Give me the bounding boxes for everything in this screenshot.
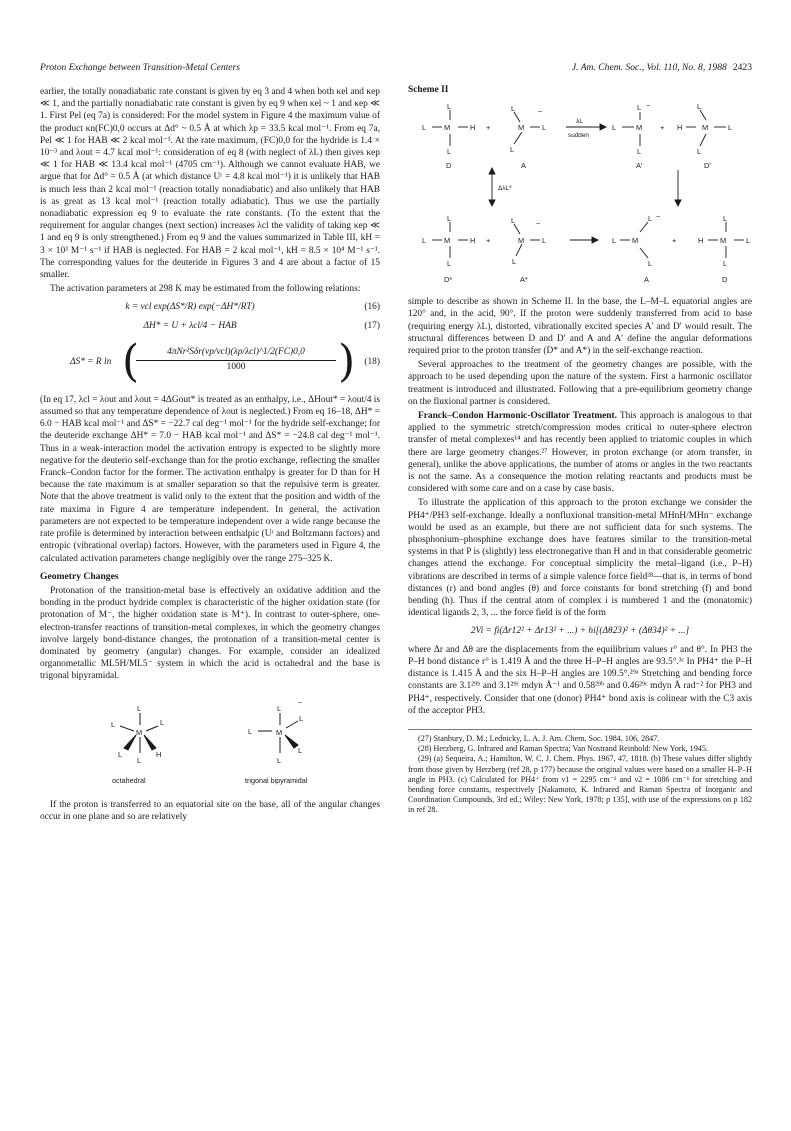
paragraph: earlier, the totally nonadiabatic rate constant is given by eq 3 and 4 when both κel and κep ≪ 1, and the partially nonadiabatic rate constant is given by eq 9 when κel ~ 1 and κep ≪ 1. First Pel (eq 7a) is considered: For the model system in Figure 4 the maximum value of the product κn(FC)0,0 occurs at Δd° ~ 0.5 Å at which λp = 33.5 kcal mol⁻¹. From eq 7a, Pel ≪ 1 for HAB ≪ 2 kcal mol⁻¹. At the rate maximum, (FC)0,0 for the hydride is 1.4 × 10⁻³ and λout = 4.7 kcal mol⁻¹: consideration of eq 8 (with neglect of λL) then gives κep ≪ 1 for HAB ≪ 13.4 kcal mol⁻¹ (4705 cm⁻¹). Although we cannot evaluate HAB, we argue that for Δd° = 0.5 Å (at which distance Uʳ = 4.8 kcal mol⁻¹) it is unlikely that HAB is much less than 2 kcal mol⁻¹ (reaction totally nonadiabatic) and also unlikely that HAB is as great as 13 kcal mol⁻¹ (reaction totally adiabatic). Thus we use the partially nonadiabatic expression eq 9 to evaluate the rate constants. (To the extent that the requirement for angular changes (next section) increases λcl the validity of taking κep ≪ 1 and eq 9 is only strengthened.) From eq 9 and the values summarized in Table III, kH = 3 × 10³ M⁻¹ s⁻¹ if HAB is neglected. For HAB = 2 kcal mol⁻¹, kH = 8.5 × 10⁴ M⁻¹ s⁻¹. The corresponding values for the deuteride in Figures 3 and 4 are about a factor of 15 smaller. bbox=[40, 87, 380, 281]
svg-text:L: L bbox=[298, 745, 303, 755]
svg-text:L: L bbox=[648, 259, 653, 269]
equation-16 bbox=[40, 301, 380, 313]
arrow-label-sudden: sudden bbox=[568, 132, 589, 140]
paragraph-text: This approach is analogous to that applied to the symmetric stretch/compression modes critical to outer-sphere electron transfer of metal complexes¹⁴ and has recently been applied to triatomic couples in which there are large geometry changes.²⁷ However, in proton exchange (or atom transfer, in general), unlike the above applications, the number of atoms or angles in the two reactants is not the same. As a consequence the motion relating reactants and products must be considered with some care and on a case by case basis. bbox=[408, 411, 753, 495]
species-label: D bbox=[722, 275, 728, 285]
paragraph: Protonation of the transition-metal base is effectively an oxidative addition and the bonding in the product hydride complex is characteristic of the higher oxidation state (for protonation of M⁻, the higher oxidation state is M⁺). In contrast to outer-sphere, one-electron-transfer reactions of transition-metal complexes, in which the geometry changes involve largely bond-distance changes, the protonation of a transition-metal center is dominated by geometry (angular) changes. For example, consider an idealized organometallic ML5H/ML5⁻ system in which the acid is octahedral and the base is trigonal bipyramidal. bbox=[40, 585, 380, 682]
svg-text:L: L bbox=[697, 147, 702, 157]
svg-text:L: L bbox=[637, 103, 642, 113]
svg-text:L: L bbox=[111, 719, 116, 729]
svg-text:H: H bbox=[156, 749, 162, 759]
paragraph: (In eq 17, λcl = λout and λout = 4ΔGout* is treated as an enthalpy, i.e., ΔHout* = λout/4 is assumed so that any temperature dependence of λout is neglected.) From eq 16–18, ΔH* = 6.0 − HAB kcal mol⁻¹ and ΔS* = −22.7 cal deg⁻¹ mol⁻¹ for the hydride self-exchange; for the deuteride exchange ΔH* = 7.0 − HAB kcal mol⁻¹ and ΔS* = −24.8 cal deg⁻¹ mol⁻¹. Thus in a weak-interaction model the activation entropy is expected to be slightly more negative for the deuterio self-exchange than for the protio exchange, reflecting the smaller Franck–Condon factor for the former. The activation enthalpy is greater for D than for H because the rate maximum is at smaller separation so that the repulsive term is greater. Note that the above treatment is valid only to the extent that the position and width of the rate maxima in Figure 4 are temperature independent. In general, the activation parameters are not expected to be temperature independent over a wide range because the rate profile is determined by interaction between enthalpic (Uʳ and Boltzmann factors) and entropic (vibrational overlap) factors. However, with the parameters used in Figure 4, the calculated activation parameters change negligibly over the range 275–325 K. bbox=[40, 394, 380, 564]
svg-text:M: M bbox=[276, 727, 283, 737]
svg-text:H: H bbox=[470, 236, 476, 246]
journal-citation bbox=[572, 62, 752, 73]
left-column bbox=[40, 86, 380, 825]
svg-text:M: M bbox=[136, 727, 143, 737]
svg-text:L: L bbox=[447, 214, 452, 224]
equation-expression: 2Vi = fi(Δr12² + Δr13² + ...) + hi[(Δθ23)² + (Δθ34)² + ...] bbox=[470, 626, 690, 637]
svg-text:L: L bbox=[299, 713, 304, 723]
svg-text:+: + bbox=[660, 123, 665, 133]
svg-text:L: L bbox=[612, 123, 617, 133]
svg-text:L: L bbox=[612, 236, 617, 246]
svg-text:L: L bbox=[723, 259, 728, 269]
svg-text:−: − bbox=[536, 219, 541, 229]
equation-number: (18) bbox=[364, 356, 380, 367]
svg-text:M: M bbox=[702, 123, 709, 133]
reference-item: (28) Herzberg, G. Infrared and Raman Spectra; Van Nostrand Reinhold: New York, 1945. bbox=[418, 744, 708, 754]
species-label: A bbox=[644, 275, 649, 285]
svg-text:L: L bbox=[637, 147, 642, 157]
svg-text:L: L bbox=[277, 703, 282, 713]
section-heading: Geometry Changes bbox=[40, 570, 119, 582]
paragraph: Several approaches to the treatment of the geometry changes are possible, with the approach to be used depending upon the nature of the system. First a harmonic oscillator treatment is introduced and illustrated. Following that a pre-equilibrium geometry change on the fluxional partner is considered. bbox=[408, 360, 752, 407]
species-label: A′ bbox=[636, 161, 643, 171]
svg-text:L: L bbox=[447, 259, 452, 269]
svg-text:L: L bbox=[512, 257, 517, 267]
page-number: 2423 bbox=[732, 62, 752, 73]
svg-text:L: L bbox=[697, 102, 702, 112]
species-label: D′ bbox=[704, 161, 711, 171]
geometry-figure bbox=[40, 693, 380, 793]
equation-18 bbox=[40, 335, 380, 387]
svg-text:L: L bbox=[160, 717, 165, 727]
svg-text:L: L bbox=[511, 216, 516, 226]
reference-item: (29) (a) Sequeira, A.; Hamilton, W. C. J. Chem. Phys. 1967, 47, 1818. (b) These values differ slightly from those given by Herzberg (ref 28, p 177) because the original values were based on a smaller H–P–H angle in PH3. (c) Calculated for PH4⁺ from ν1 = 2295 cm⁻¹ and ν2 = 1086 cm⁻¹ for stretching and bending force constants, respectively [Nakamoto, K. Infrared and Raman Spectra of Inorganic and Coordination Compounds, 3rd ed.; Wiley: New York, 1978; p 135], with use of the expressions on p 182 in ref 28. bbox=[408, 754, 752, 815]
svg-text:H: H bbox=[698, 236, 704, 246]
scheme-ii bbox=[408, 100, 752, 296]
svg-text:L: L bbox=[510, 145, 515, 155]
octahedral-tbp-drawing bbox=[40, 693, 380, 793]
equation-expression: k = νcl exp(ΔS*/R) exp(−ΔH*/RT) bbox=[125, 302, 255, 313]
paragraph: where Δr and Δθ are the displacements from the equilibrium values r° and θ°. In PH3 the P–H bond distance r° is 1.419 Å and the three H–P–H angles are 93.5°.³ᶜ In PH4⁺ the P–H distance is 1.415 Å and the six H–P–H angles are 109.5°.²⁹ᵃ Stretching and bending force constants are 3.1²⁹ᵇ and 3.1²⁹ᶜ mdyn Å⁻¹ and 0.58²⁹ᵇ and 0.46²⁹ᶜ mdyn Å rad⁻² for PH3 and PH4⁺, respectively. Consider that one (donor) PH4⁺ bond axis is colinear with the C3 axis of the acceptor PH3. bbox=[408, 644, 752, 716]
species-label: A bbox=[521, 161, 526, 171]
svg-text:L: L bbox=[648, 214, 653, 224]
paragraph: To illustrate the application of this approach to the proton exchange we consider the PH4⁺/PH3 self-exchange. Ideally a nonfluxional transition-metal MHnH/MHn⁻ exchange would be used as an example, but there are not sufficient data for such systems. The phosphonium–phosphine exchange does have features similar to the transition-metal systems in that P is (slightly) less electronegative than H and in that considerable geometric changes attend the exchange. For conceptual simplicity the metal–ligand (i.e., P–H) vibrations are described in terms of a simple valence force field²⁸—that is, in terms of bond distances (r) and bond angles (θ) and force constants for bond stretching (f) and bond bending (h). Thus if the central atom of complex i is numbered 1 and the (monatomic) identical ligands 2, 3, ... the force field is of the form bbox=[408, 498, 752, 619]
svg-text:+: + bbox=[486, 236, 491, 246]
equation-number: (16) bbox=[364, 302, 380, 313]
caption-trigonal-bipyramidal: trigonal bipyramidal bbox=[245, 775, 308, 785]
svg-text:M: M bbox=[518, 123, 525, 133]
lambda-hl-label: ΔλL* bbox=[498, 185, 512, 193]
equation-number: (17) bbox=[364, 320, 380, 331]
svg-text:M: M bbox=[444, 123, 451, 133]
equation-17 bbox=[40, 320, 380, 332]
svg-text:L: L bbox=[542, 236, 547, 246]
right-column bbox=[408, 84, 752, 816]
svg-text:L: L bbox=[511, 104, 516, 114]
atom-label: L bbox=[137, 703, 142, 713]
svg-text:L: L bbox=[746, 236, 751, 246]
svg-text:H: H bbox=[470, 123, 476, 133]
svg-text:M: M bbox=[518, 236, 525, 246]
running-header bbox=[40, 62, 752, 76]
arrow-label-lambda-l: λL bbox=[576, 118, 583, 126]
svg-text:+: + bbox=[486, 123, 491, 133]
svg-text:−: − bbox=[656, 212, 661, 222]
svg-text:L: L bbox=[447, 102, 452, 112]
fraction-denominator: 1000 bbox=[226, 362, 246, 373]
scheme-drawing bbox=[408, 100, 752, 296]
fraction-numerator: 4πNr²Sδr(νp/νcl)(λp/λcl)^1/2(FC)0,0 bbox=[136, 346, 336, 361]
svg-text:L: L bbox=[447, 147, 452, 157]
run-in-heading: Franck–Condon Harmonic-Oscillator Treatment. bbox=[418, 411, 617, 422]
paragraph bbox=[408, 410, 752, 495]
reference-item: (27) Stanbury, D. M.; Lednicky, L. A. J. Am. Chem. Soc. 1984, 106, 2847. bbox=[418, 733, 660, 743]
svg-text:−: − bbox=[646, 101, 651, 111]
scheme-title: Scheme II bbox=[408, 85, 449, 95]
svg-text:M: M bbox=[636, 123, 643, 133]
caption-octahedral: octahedral bbox=[112, 775, 146, 785]
svg-text:L: L bbox=[118, 749, 123, 759]
paragraph: The activation parameters at 298 K may be estimated from the following relations: bbox=[50, 284, 361, 295]
equation-lhs: ΔS* = R ln bbox=[70, 356, 112, 367]
species-label: A* bbox=[520, 275, 528, 285]
equation-expression: ΔH* = U + λcl/4 − HAB bbox=[143, 320, 237, 331]
right-paren: ) bbox=[338, 335, 356, 387]
svg-text:H: H bbox=[677, 123, 683, 133]
svg-text:L: L bbox=[422, 236, 427, 246]
equation-fraction bbox=[136, 346, 336, 373]
svg-text:−: − bbox=[298, 697, 303, 707]
species-label: D bbox=[446, 161, 452, 171]
svg-text:M: M bbox=[720, 236, 727, 246]
svg-text:−: − bbox=[538, 107, 543, 117]
svg-text:L: L bbox=[728, 123, 733, 133]
paragraph: simple to describe as shown in Scheme II. In the base, the L–M–L equatorial angles are 120° and, in the acid, 90°. If the proton were suddenly transferred from acid to base (requiring energy λL), distorted, vibrationally excited species A′ and D′ would result. The structural differences between D and D′ and A and A′ define the angular deformations required prior to the proton transfer (D* and A*) in the self-exchange reaction. bbox=[408, 297, 752, 357]
svg-text:L: L bbox=[137, 755, 142, 765]
species-label: D* bbox=[444, 275, 453, 285]
svg-text:L: L bbox=[277, 755, 282, 765]
svg-text:L: L bbox=[723, 214, 728, 224]
svg-text:M: M bbox=[444, 236, 451, 246]
svg-text:L: L bbox=[248, 726, 253, 736]
references bbox=[408, 729, 752, 816]
left-paren: ( bbox=[122, 335, 140, 387]
svg-text:L: L bbox=[542, 123, 547, 133]
journal-name: J. Am. Chem. Soc., Vol. 110, No. 8, 1988 bbox=[571, 62, 727, 73]
force-field-equation bbox=[408, 625, 752, 637]
svg-text:L: L bbox=[422, 123, 427, 133]
running-title: Proton Exchange between Transition-Metal Centers bbox=[40, 62, 241, 73]
svg-text:+: + bbox=[672, 236, 677, 246]
svg-text:M: M bbox=[632, 236, 639, 246]
paragraph: If the proton is transferred to an equatorial site on the base, all of the angular changes occur in one plane and so are relatively bbox=[40, 799, 380, 822]
